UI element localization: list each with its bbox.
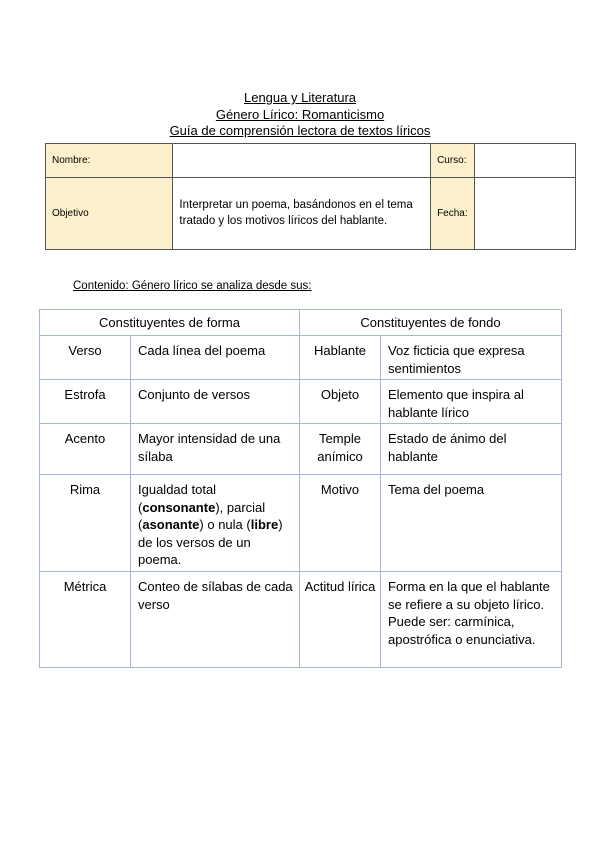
student-info-table xyxy=(45,143,576,250)
fondo-definition: Forma en la que el hablante se refiere a su objeto lírico. Puede ser: carmínica, apostrófica o enunciativa. xyxy=(381,572,562,668)
contenido-heading: Contenido: Género lírico se analiza desde sus: xyxy=(73,280,312,292)
def-emphasis: consonante xyxy=(142,499,216,515)
def-text: ), parcial ( xyxy=(138,499,266,532)
fondo-definition: Tema del poema xyxy=(381,475,562,572)
constituents-table xyxy=(39,309,562,668)
document-header xyxy=(0,90,600,140)
forma-definition: Cada línea del poema xyxy=(131,336,300,380)
guide-title: Guía de comprensión lectora de textos líricos xyxy=(169,123,431,138)
nombre-field[interactable] xyxy=(173,144,431,178)
table-row xyxy=(40,336,562,380)
forma-term: Verso xyxy=(40,336,131,380)
fondo-definition: Voz ficticia que expresa sentimientos xyxy=(381,336,562,380)
curso-label: Curso: xyxy=(431,144,475,178)
forma-term: Métrica xyxy=(40,572,131,668)
forma-term: Acento xyxy=(40,424,131,475)
def-text: ) de los versos de un poema. xyxy=(138,517,283,567)
def-text: Igualdad total ( xyxy=(138,482,217,515)
fondo-definition: Elemento que inspira al hablante lírico xyxy=(381,380,562,424)
nombre-label: Nombre: xyxy=(46,144,173,178)
fondo-term: Motivo xyxy=(300,475,381,572)
fecha-field[interactable] xyxy=(474,178,575,250)
table-row xyxy=(46,144,576,178)
fondo-term: Actitud lírica xyxy=(300,572,381,668)
forma-header: Constituyentes de forma xyxy=(40,310,300,336)
fondo-header: Constituyentes de fondo xyxy=(300,310,562,336)
def-text: ) o nula ( xyxy=(199,517,251,532)
forma-definition: Conteo de sílabas de cada verso xyxy=(131,572,300,668)
subject-title: Lengua y Literatura xyxy=(243,90,357,105)
def-emphasis: asonante xyxy=(142,517,200,532)
fondo-definition: Estado de ánimo del hablante xyxy=(381,424,562,475)
table-row xyxy=(40,572,562,668)
forma-definition: Conjunto de versos xyxy=(131,380,300,424)
table-row xyxy=(40,475,562,572)
fecha-label: Fecha: xyxy=(431,178,475,250)
objetivo-text: Interpretar un poema, basándonos en el tema tratado y los motivos líricos del hablante. xyxy=(173,178,431,250)
forma-term: Rima xyxy=(40,475,131,572)
fondo-term: Temple anímico xyxy=(300,424,381,475)
fondo-term: Hablante xyxy=(300,336,381,380)
table-row xyxy=(40,380,562,424)
curso-field[interactable] xyxy=(474,144,575,178)
fondo-term: Objeto xyxy=(300,380,381,424)
table-header-row xyxy=(40,310,562,336)
table-row xyxy=(46,178,576,250)
topic-title: Género Lírico: Romanticismo xyxy=(215,106,385,122)
def-emphasis: libre xyxy=(250,517,279,532)
forma-definition: Mayor intensidad de una sílaba xyxy=(131,424,300,475)
objetivo-label: Objetivo xyxy=(46,178,173,250)
table-row xyxy=(40,424,562,475)
forma-term: Estrofa xyxy=(40,380,131,424)
forma-definition xyxy=(131,475,300,572)
